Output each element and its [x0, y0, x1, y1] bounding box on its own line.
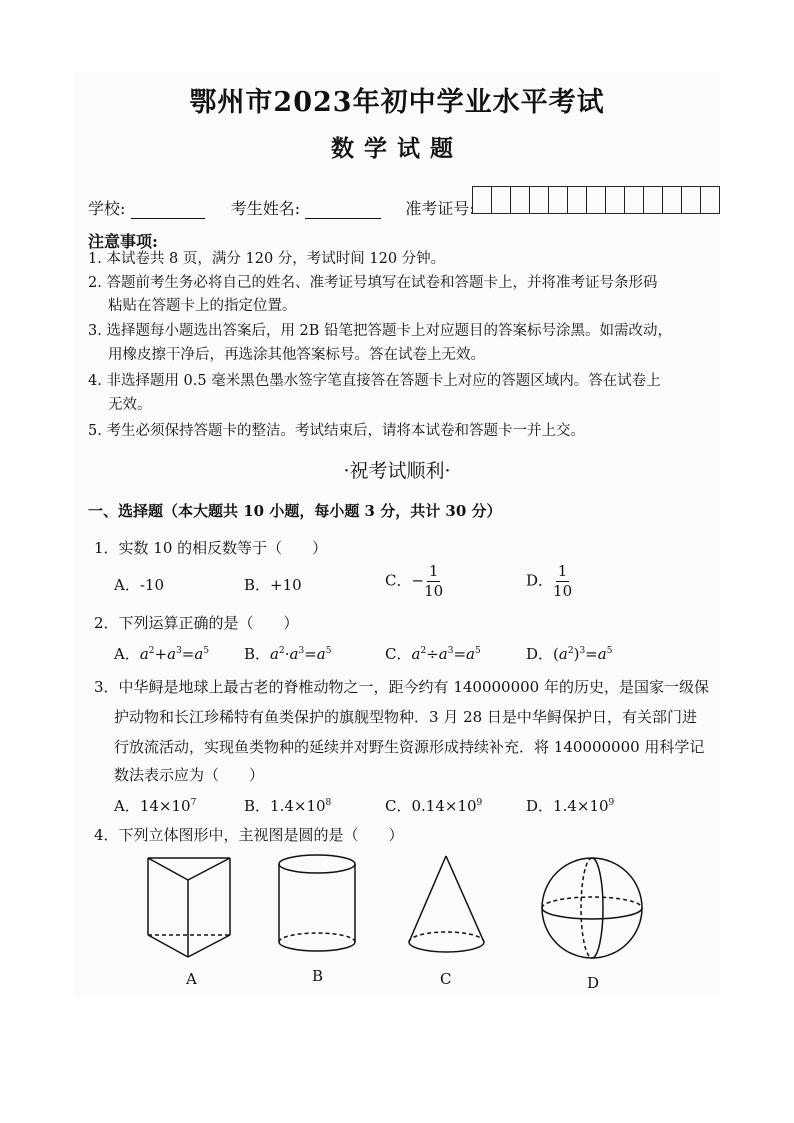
q3-option-c-exp: 9: [476, 798, 483, 808]
q2-option-d-label: D．: [526, 645, 554, 663]
q1-option-c: [385, 562, 443, 601]
q2-option-c: C．$a^2\div a^3=a^5$: [385, 645, 481, 663]
name-label: 考生姓名:: [230, 199, 301, 218]
id-box: [681, 186, 701, 214]
id-box: [700, 186, 720, 214]
q1-option-c-label: C．: [385, 571, 412, 590]
q3-option-b-text: B．1.4×10: [244, 797, 326, 815]
note-line: 粘贴在答题卡上的指定位置。: [108, 298, 297, 314]
q2-option-a: A．$a^2+a^3=a^5$: [114, 645, 210, 663]
cylinder-figure: [272, 852, 362, 957]
q1-c-denominator: 10: [424, 582, 444, 600]
id-box: [491, 186, 511, 214]
question-3-line: 护动物和长江珍稀特有鱼类保护的旗舰型物种．3 月 28 日是中华鲟保护日，有关部门进: [114, 708, 697, 726]
q3-option-c-text: C．0.14×10: [385, 797, 477, 815]
id-box: [605, 186, 625, 214]
figure-label-c: C: [440, 970, 452, 988]
q2-option-d: D．$(a^2)^3=a^5$: [526, 645, 613, 663]
q3-option-d-text: D．1.4×10: [526, 797, 609, 815]
exam-id-boxes: [473, 186, 720, 214]
id-box: [529, 186, 549, 214]
note-line: 1. 本试卷共 8 页，满分 120 分，考试时间 120 分钟。: [88, 251, 446, 267]
q1-option-a: A．-10: [114, 576, 164, 594]
exam-id-label: 准考证号:: [405, 199, 475, 218]
id-box: [586, 186, 606, 214]
q3-option-a: [114, 795, 196, 816]
id-box: [510, 186, 530, 214]
q1-option-d-label: D．: [526, 571, 554, 590]
note-line: 无效。: [108, 397, 152, 413]
id-box: [548, 186, 568, 214]
question-3-line: 数法表示应为（ ）: [114, 766, 265, 784]
q3-option-d: [526, 795, 614, 816]
candidate-info-row: [88, 196, 475, 219]
note-line: 用橡皮擦干净后，再选涂其他答案标号。答在试卷上无效。: [108, 347, 485, 363]
question-1-stem: 1．实数 10 的相反数等于（ ）: [94, 539, 328, 557]
note-line: 3. 选择题每小题选出答案后，用 2B 铅笔把答题卡上对应题目的答案标号涂黑。如需改动，: [88, 323, 673, 339]
figure-label-b: B: [312, 967, 324, 985]
q2-option-b: B．$a^2\cdot a^3=a^5$: [244, 645, 332, 663]
q3-option-b-exp: 8: [325, 798, 332, 808]
q2-option-c-label: C．: [385, 645, 412, 663]
question-3-line: 3．中华鲟是地球上最古老的脊椎动物之一，距今约有 140000000 年的历史，是国家一级保: [94, 678, 709, 696]
q1-option-b: B．+10: [244, 576, 302, 594]
question-3-line: 行放流活动，实现鱼类物种的延续并对野生资源形成持续补充．将 140000000 用科学记: [114, 738, 705, 756]
question-4-stem: 4．下列立体图形中，主视图是圆的是（ ）: [94, 826, 404, 844]
id-box: [624, 186, 644, 214]
note-line: 5. 考生必须保持答题卡的整洁。考试结束后，请将本试卷和答题卡一并上交。: [88, 423, 585, 439]
q1-option-d: [526, 562, 572, 601]
q1-option-c-sign: −: [411, 571, 425, 590]
q2-option-a-label: A．: [114, 645, 140, 663]
id-box: [643, 186, 663, 214]
q1-d-numerator: 1: [557, 562, 568, 580]
section-heading: 一、选择题（本大题共 10 小题，每小题 3 分，共计 30 分）: [88, 502, 502, 520]
q3-option-a-text: A．14×10: [114, 797, 191, 815]
triangular-prism-figure: [140, 850, 240, 960]
note-line: 4. 非选择题用 0.5 毫米黑色墨水签字笔直接答在答题卡上对应的答题区域内。答在试卷上: [88, 373, 661, 389]
sphere-figure: [538, 854, 648, 964]
cone-figure: [404, 852, 489, 960]
q3-option-c: [385, 795, 482, 816]
question-2-stem: 2．下列运算正确的是（ ）: [94, 614, 299, 632]
note-line: 2. 答题前考生务必将自己的姓名、准考证号填写在试卷和答题卡上，并将准考证号条形码: [88, 275, 658, 291]
exam-subtitle: 数学试题: [331, 135, 463, 162]
name-field: [305, 202, 381, 219]
figure-label-a: A: [186, 970, 197, 988]
notes-title: 注意事项:: [88, 232, 158, 251]
school-field: [131, 202, 205, 219]
q2-option-b-label: B．: [244, 645, 271, 663]
figure-label-d: D: [587, 974, 600, 992]
school-label: 学校:: [88, 199, 126, 218]
blessing: ·祝考试顺利·: [343, 460, 451, 482]
q3-option-d-exp: 9: [608, 798, 615, 808]
q3-option-b: [244, 795, 331, 816]
id-box: [567, 186, 587, 214]
q3-option-a-exp: 7: [190, 798, 197, 808]
exam-title: 鄂州市2023年初中学业水平考试: [189, 87, 605, 118]
q1-d-denominator: 10: [553, 582, 573, 600]
id-box: [662, 186, 682, 214]
q1-c-numerator: 1: [428, 562, 439, 580]
id-box: [472, 186, 492, 214]
